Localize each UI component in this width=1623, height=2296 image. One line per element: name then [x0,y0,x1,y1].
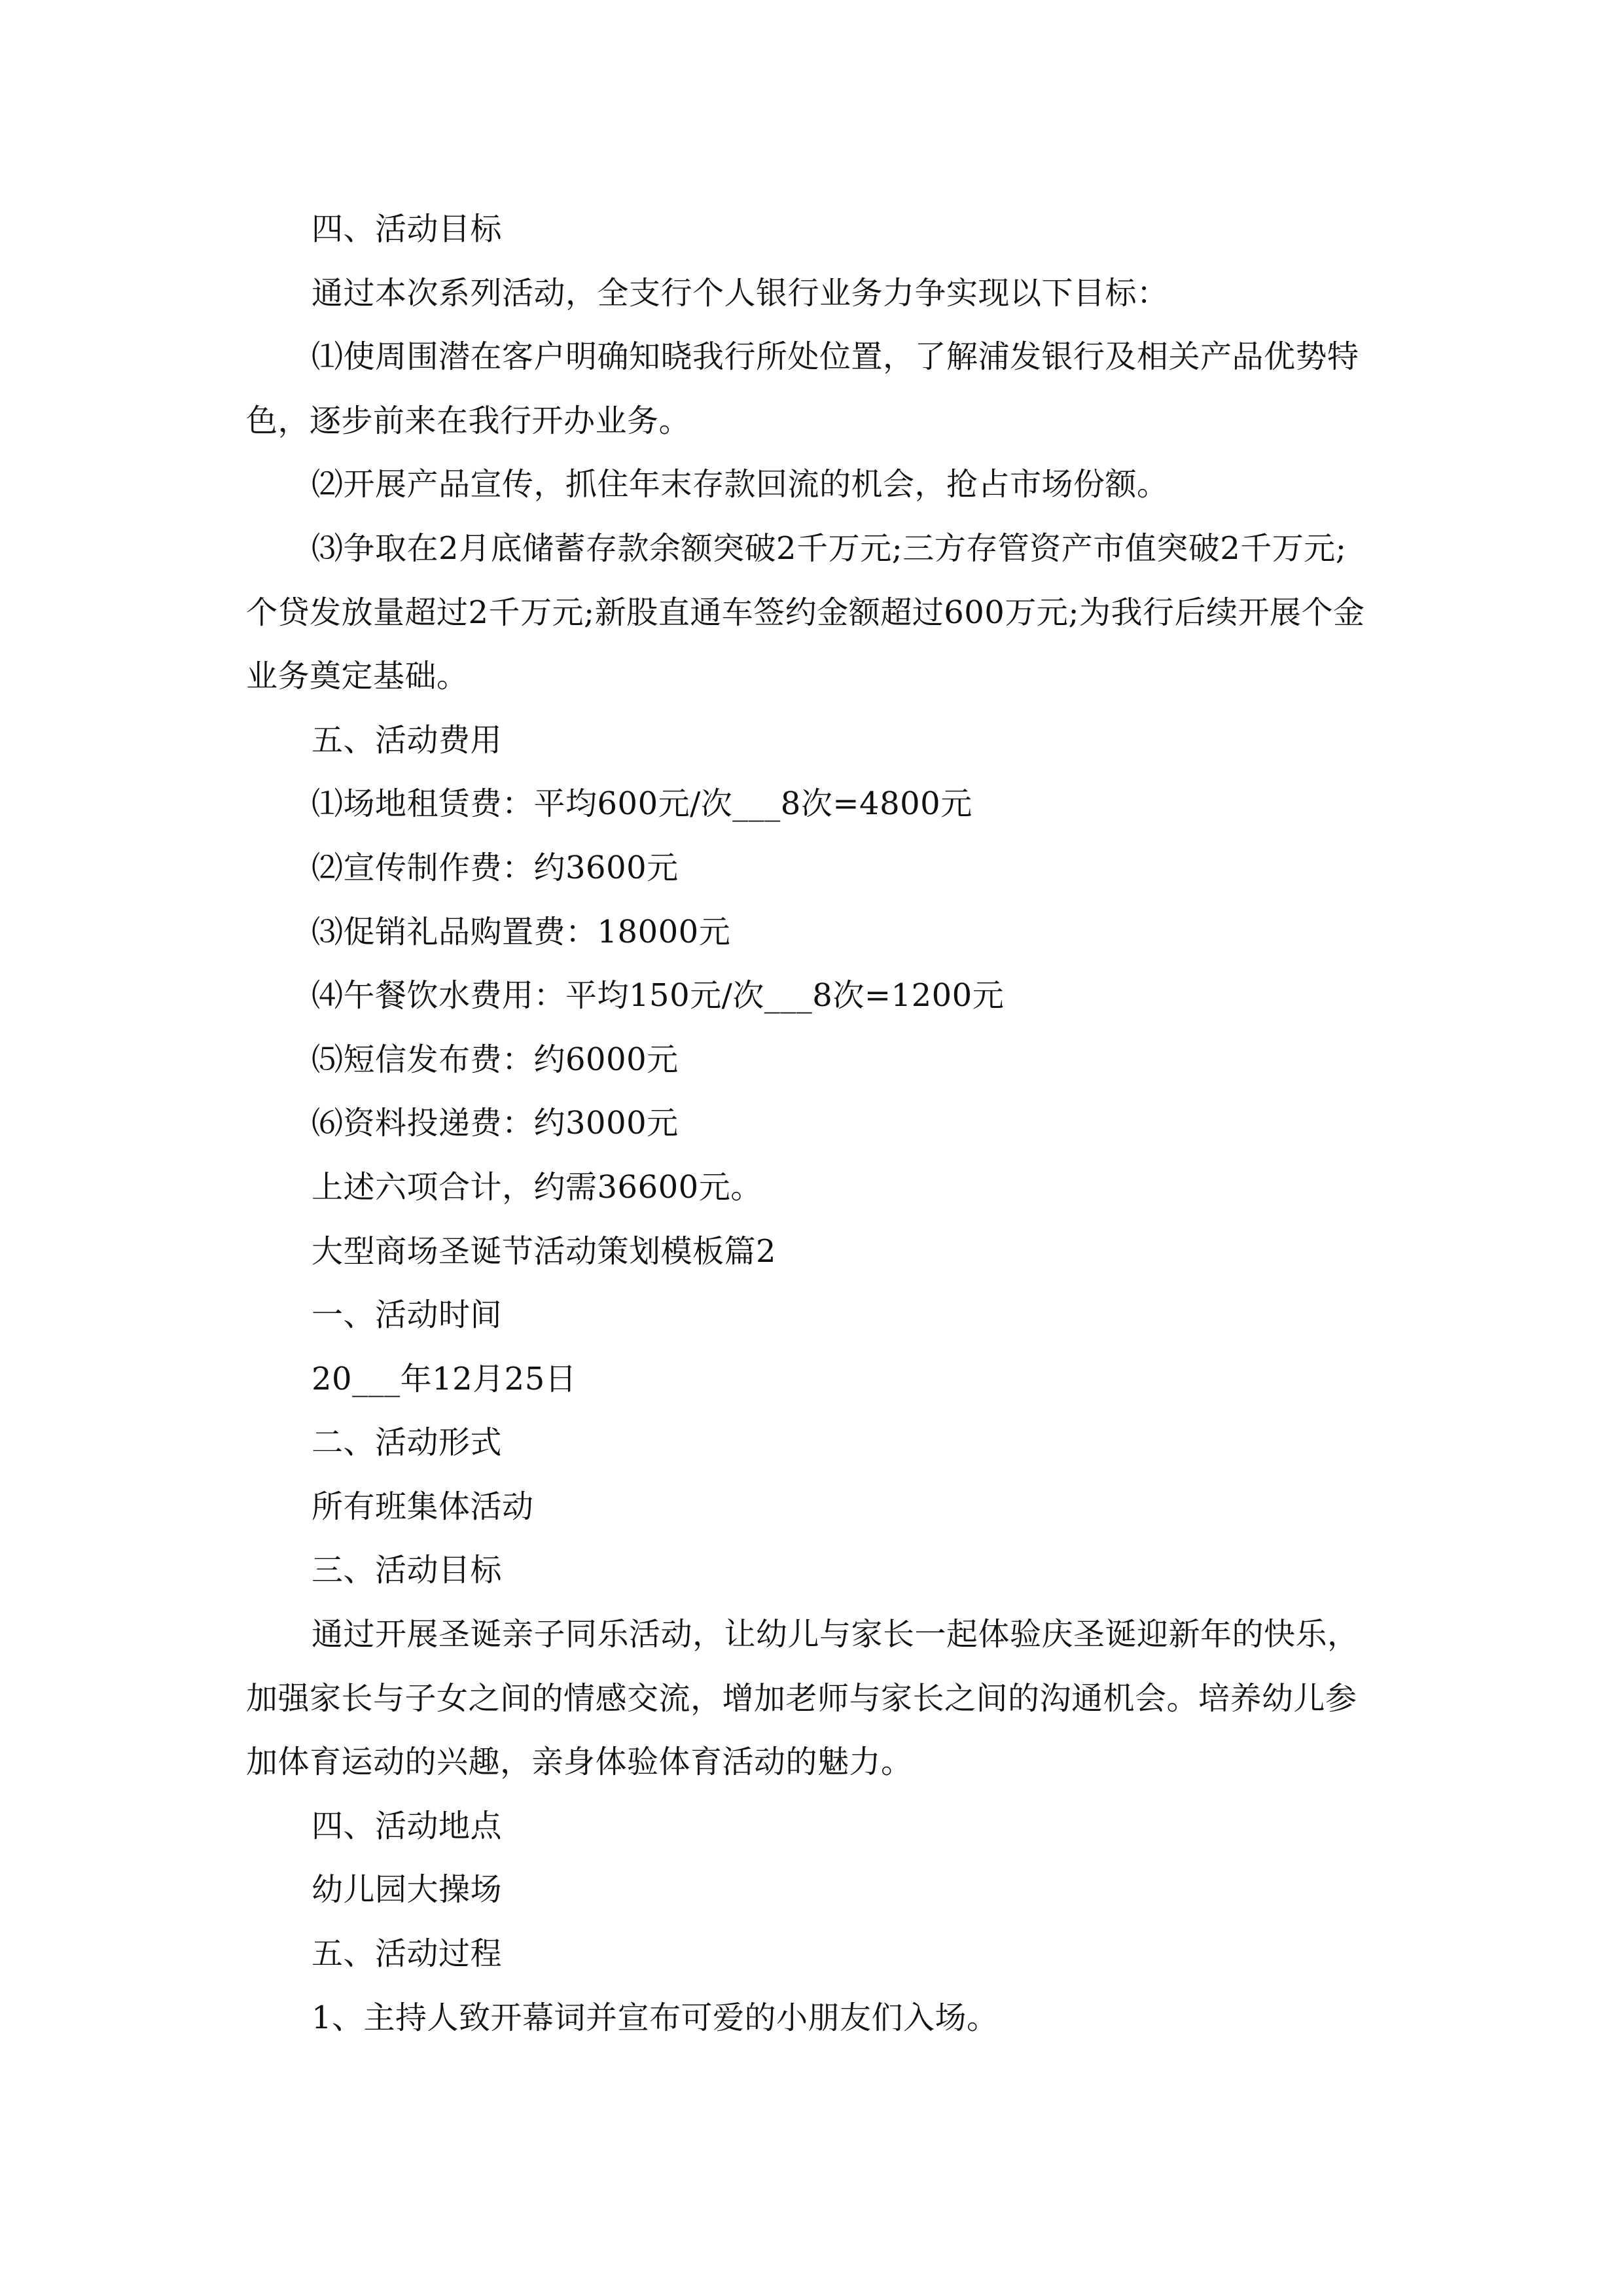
goal-item-3: ⑶争取在2月底储蓄存款余额突破2千万元;三方存管资产市值突破2千万元;个贷发放量超过2千万元;新股直通车签约金额超过600万元;为我行后续开展个金业务奠定基础。 [246,529,1365,695]
paragraph: 通过开展圣诞亲子同乐活动，让幼儿与家长一起体验庆圣诞迎新年的快乐，加强家长与子女之间的情感交流，增加老师与家长之间的沟通机会。培养幼儿参加体育运动的兴趣，亲身体验体育活动的魅力。 [246,1616,1359,1781]
cost-item-2: ⑵宣传制作费：约3600元 [312,849,679,886]
section-heading-costs: 五、活动费用 [312,721,503,759]
paragraph: 幼儿园大操场 [312,1871,503,1909]
article-title: 大型商场圣诞节活动策划模板篇2 [312,1232,777,1270]
section-heading-format: 二、活动形式 [312,1424,503,1462]
cost-item-4: ⑷午餐饮水费用：平均150元/次___8次=1200元 [312,977,1005,1014]
cost-item-3: ⑶促销礼品购置费：18000元 [312,913,731,950]
section-heading-time: 一、活动时间 [312,1297,503,1334]
goal-item-1: ⑴使周围潜在客户明确知晓我行所处位置，了解浦发银行及相关产品优势特色，逐步前来在我行开办业务。 [246,338,1359,439]
section-heading-process: 五、活动过程 [312,1935,503,1973]
cost-item-6: ⑹资料投递费：约3000元 [312,1105,679,1142]
paragraph: 通过本次系列活动，全支行个人银行业务力争实现以下目标： [312,274,1169,312]
section-heading-goals: 四、活动目标 [312,211,503,247]
cost-item-1: ⑴场地租赁费：平均600元/次___8次=4800元 [312,785,972,823]
event-date: 20___年12月25日 [312,1360,577,1397]
cost-item-5: ⑸短信发布费：约6000元 [312,1041,679,1078]
goal-item-2: ⑵开展产品宣传，抓住年末存款回流的机会，抢占市场份额。 [312,466,1169,503]
cost-total: 上述六项合计，约需36600元。 [312,1168,762,1206]
process-step-1: 1、主持人致开幕词并宣布可爱的小朋友们入场。 [312,1999,999,2036]
document-body [246,198,1377,2050]
section-heading-location: 四、活动地点 [312,1807,503,1844]
section-heading-goals-2: 三、活动目标 [312,1552,503,1589]
paragraph: 所有班集体活动 [312,1488,534,1525]
